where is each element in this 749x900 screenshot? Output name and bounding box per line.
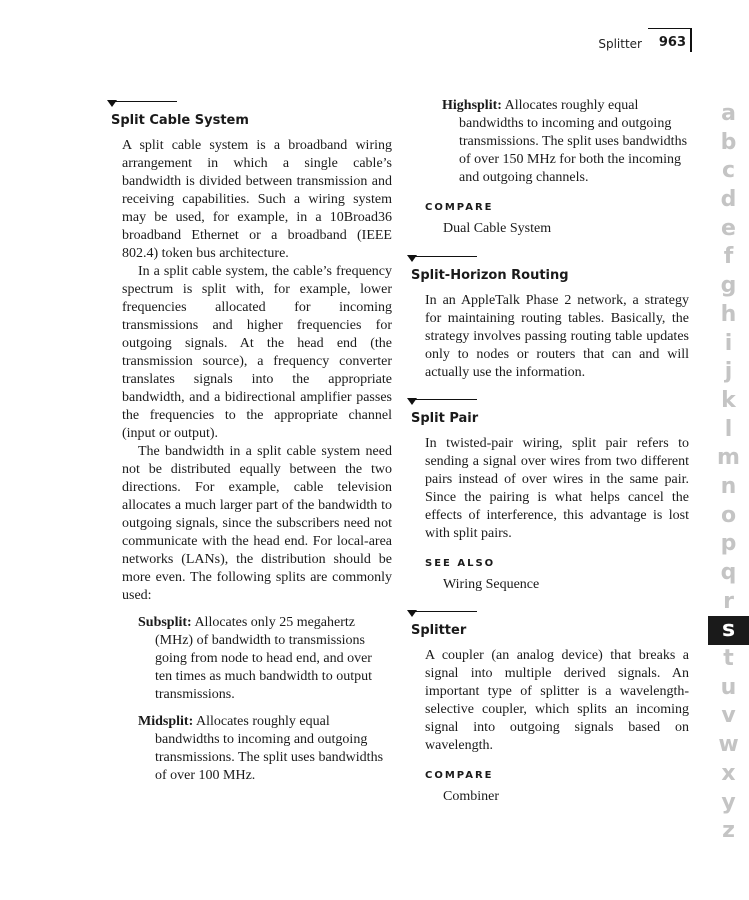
- index-letter-w: w: [718, 732, 739, 758]
- paragraph: A split cable system is a broadband wiring arrangement in which a single cable’s bandwidth is divided between transmission and receiving capabilities. Such a wiring system may be used, for example, in a 10Broad36 broadband Ethernet or a broadband (IEEE 802.4) token bus architecture.: [122, 138, 392, 261]
- index-letter-o: o: [720, 502, 737, 528]
- index-letter-q: q: [720, 560, 737, 585]
- entry-marker: [411, 399, 477, 406]
- header-section-title: Splitter: [598, 37, 642, 51]
- header-rule-horizontal: [648, 28, 692, 29]
- split-term: Highsplit:: [442, 98, 502, 113]
- alphabet-thumb-index: [708, 100, 749, 846]
- entry-body-highsplit: [411, 97, 689, 187]
- index-letter-h: h: [720, 301, 737, 327]
- index-letter-k: k: [721, 387, 736, 413]
- entry-body-split-cable-system: [111, 137, 392, 785]
- running-header: [560, 28, 692, 52]
- split-text: Allocates roughly equal bandwidths to incoming and outgoing transmissions. The split uses bandwidths of over 150 MHz for both the incoming and outgoing channels.: [459, 98, 688, 185]
- compare-ref: Dual Cable System: [443, 221, 552, 236]
- index-letter-c: c: [721, 158, 736, 184]
- index-letter-g: g: [720, 273, 737, 299]
- entry-title-split-pair: Split Pair: [411, 411, 479, 426]
- split-text: Allocates only 25 megahertz (MHz) of bandwidth to transmissions going from node to head end, and over ten times as much bandwidth to output transmissions.: [155, 615, 372, 702]
- index-letter-z: z: [722, 818, 735, 844]
- split-item-subsplit: [122, 614, 392, 704]
- paragraph: A coupler (an analog device) that breaks a signal into multiple derived signals. An important type of splitter is a wavelength-selective coupler, which splits an incoming signal into outgoing signals based on wavelength.: [425, 648, 689, 753]
- index-letter-t: t: [723, 646, 734, 672]
- see-also-ref: Wiring Sequence: [443, 577, 540, 592]
- split-item-midsplit: [122, 713, 392, 785]
- see-also-label: SEE ALSO: [425, 558, 496, 569]
- index-letter-d: d: [720, 187, 737, 213]
- paragraph: In an AppleTalk Phase 2 network, a strategy for maintaining routing tables. Basically, the strategy involves passing routing table updates only to nodes or routers that can and will actually use the information.: [425, 293, 689, 380]
- left-column: [111, 101, 392, 785]
- index-letter-e: e: [721, 215, 736, 241]
- entry-title-split-cable-system: Split Cable System: [111, 113, 249, 128]
- entry-marker: [411, 256, 477, 263]
- entry-body-split-horizon-routing: [411, 292, 689, 382]
- page-number: 963: [658, 35, 686, 50]
- index-letter-b: b: [720, 129, 737, 155]
- split-item-highsplit: [425, 97, 689, 187]
- index-letter-j: j: [724, 359, 733, 385]
- entry-body-splitter: [411, 647, 689, 755]
- right-column: [411, 97, 689, 806]
- entry-title-split-horizon-routing: Split-Horizon Routing: [411, 268, 569, 283]
- entry-marker: [111, 101, 177, 108]
- compare-ref: Combiner: [443, 789, 499, 804]
- split-text: Allocates roughly equal bandwidths to incoming and outgoing transmissions. The split uses bandwidths of over 100 MHz.: [155, 714, 384, 783]
- index-letter-s: s: [708, 616, 749, 645]
- entry-title-splitter: Splitter: [411, 623, 467, 638]
- entry-marker: [411, 611, 477, 618]
- split-term: Midsplit:: [138, 714, 194, 729]
- index-letter-x: x: [721, 760, 736, 786]
- index-letter-f: f: [723, 244, 734, 270]
- index-letter-m: m: [717, 445, 740, 471]
- index-letter-y: y: [721, 789, 736, 815]
- entry-body-split-pair: [411, 435, 689, 543]
- paragraph: In twisted-pair wiring, split pair refers to sending a signal over wires from two different pairs instead of over wires in the same pair. Since the pairing is what helps cancel the effects of interference, this advantage is lost with split pairs.: [425, 436, 689, 541]
- paragraph: The bandwidth in a split cable system need not be distributed equally between the two directions. For example, cable television allocates a much larger part of the bandwidth to outgoing signals, since the subscribers need not communicate with the head end. For local-area networks (LANs), the distribution should be more even. The following splits are commonly used:: [122, 444, 392, 603]
- index-letter-u: u: [720, 674, 737, 700]
- index-letter-v: v: [721, 703, 736, 729]
- index-letter-l: l: [724, 416, 733, 442]
- index-letter-r: r: [723, 588, 734, 614]
- header-rule-vertical: [690, 28, 692, 52]
- index-letter-a: a: [721, 101, 736, 126]
- index-letter-n: n: [720, 473, 737, 499]
- paragraph: In a split cable system, the cable’s frequency spectrum is split with, for example, lower frequencies allocated for incoming transmissions and higher frequencies for outgoing signals. At the head end (the transmission source), a frequency converter translates signals into the appropriate bandwidth, and a bidirectional amplifier passes the frequencies to the appropriate channel (input or output).: [122, 264, 392, 441]
- split-term: Subsplit:: [138, 615, 192, 630]
- index-letter-i: i: [724, 330, 733, 356]
- compare-label: COMPARE: [425, 202, 494, 213]
- compare-label: COMPARE: [425, 770, 494, 781]
- index-letter-p: p: [720, 531, 737, 557]
